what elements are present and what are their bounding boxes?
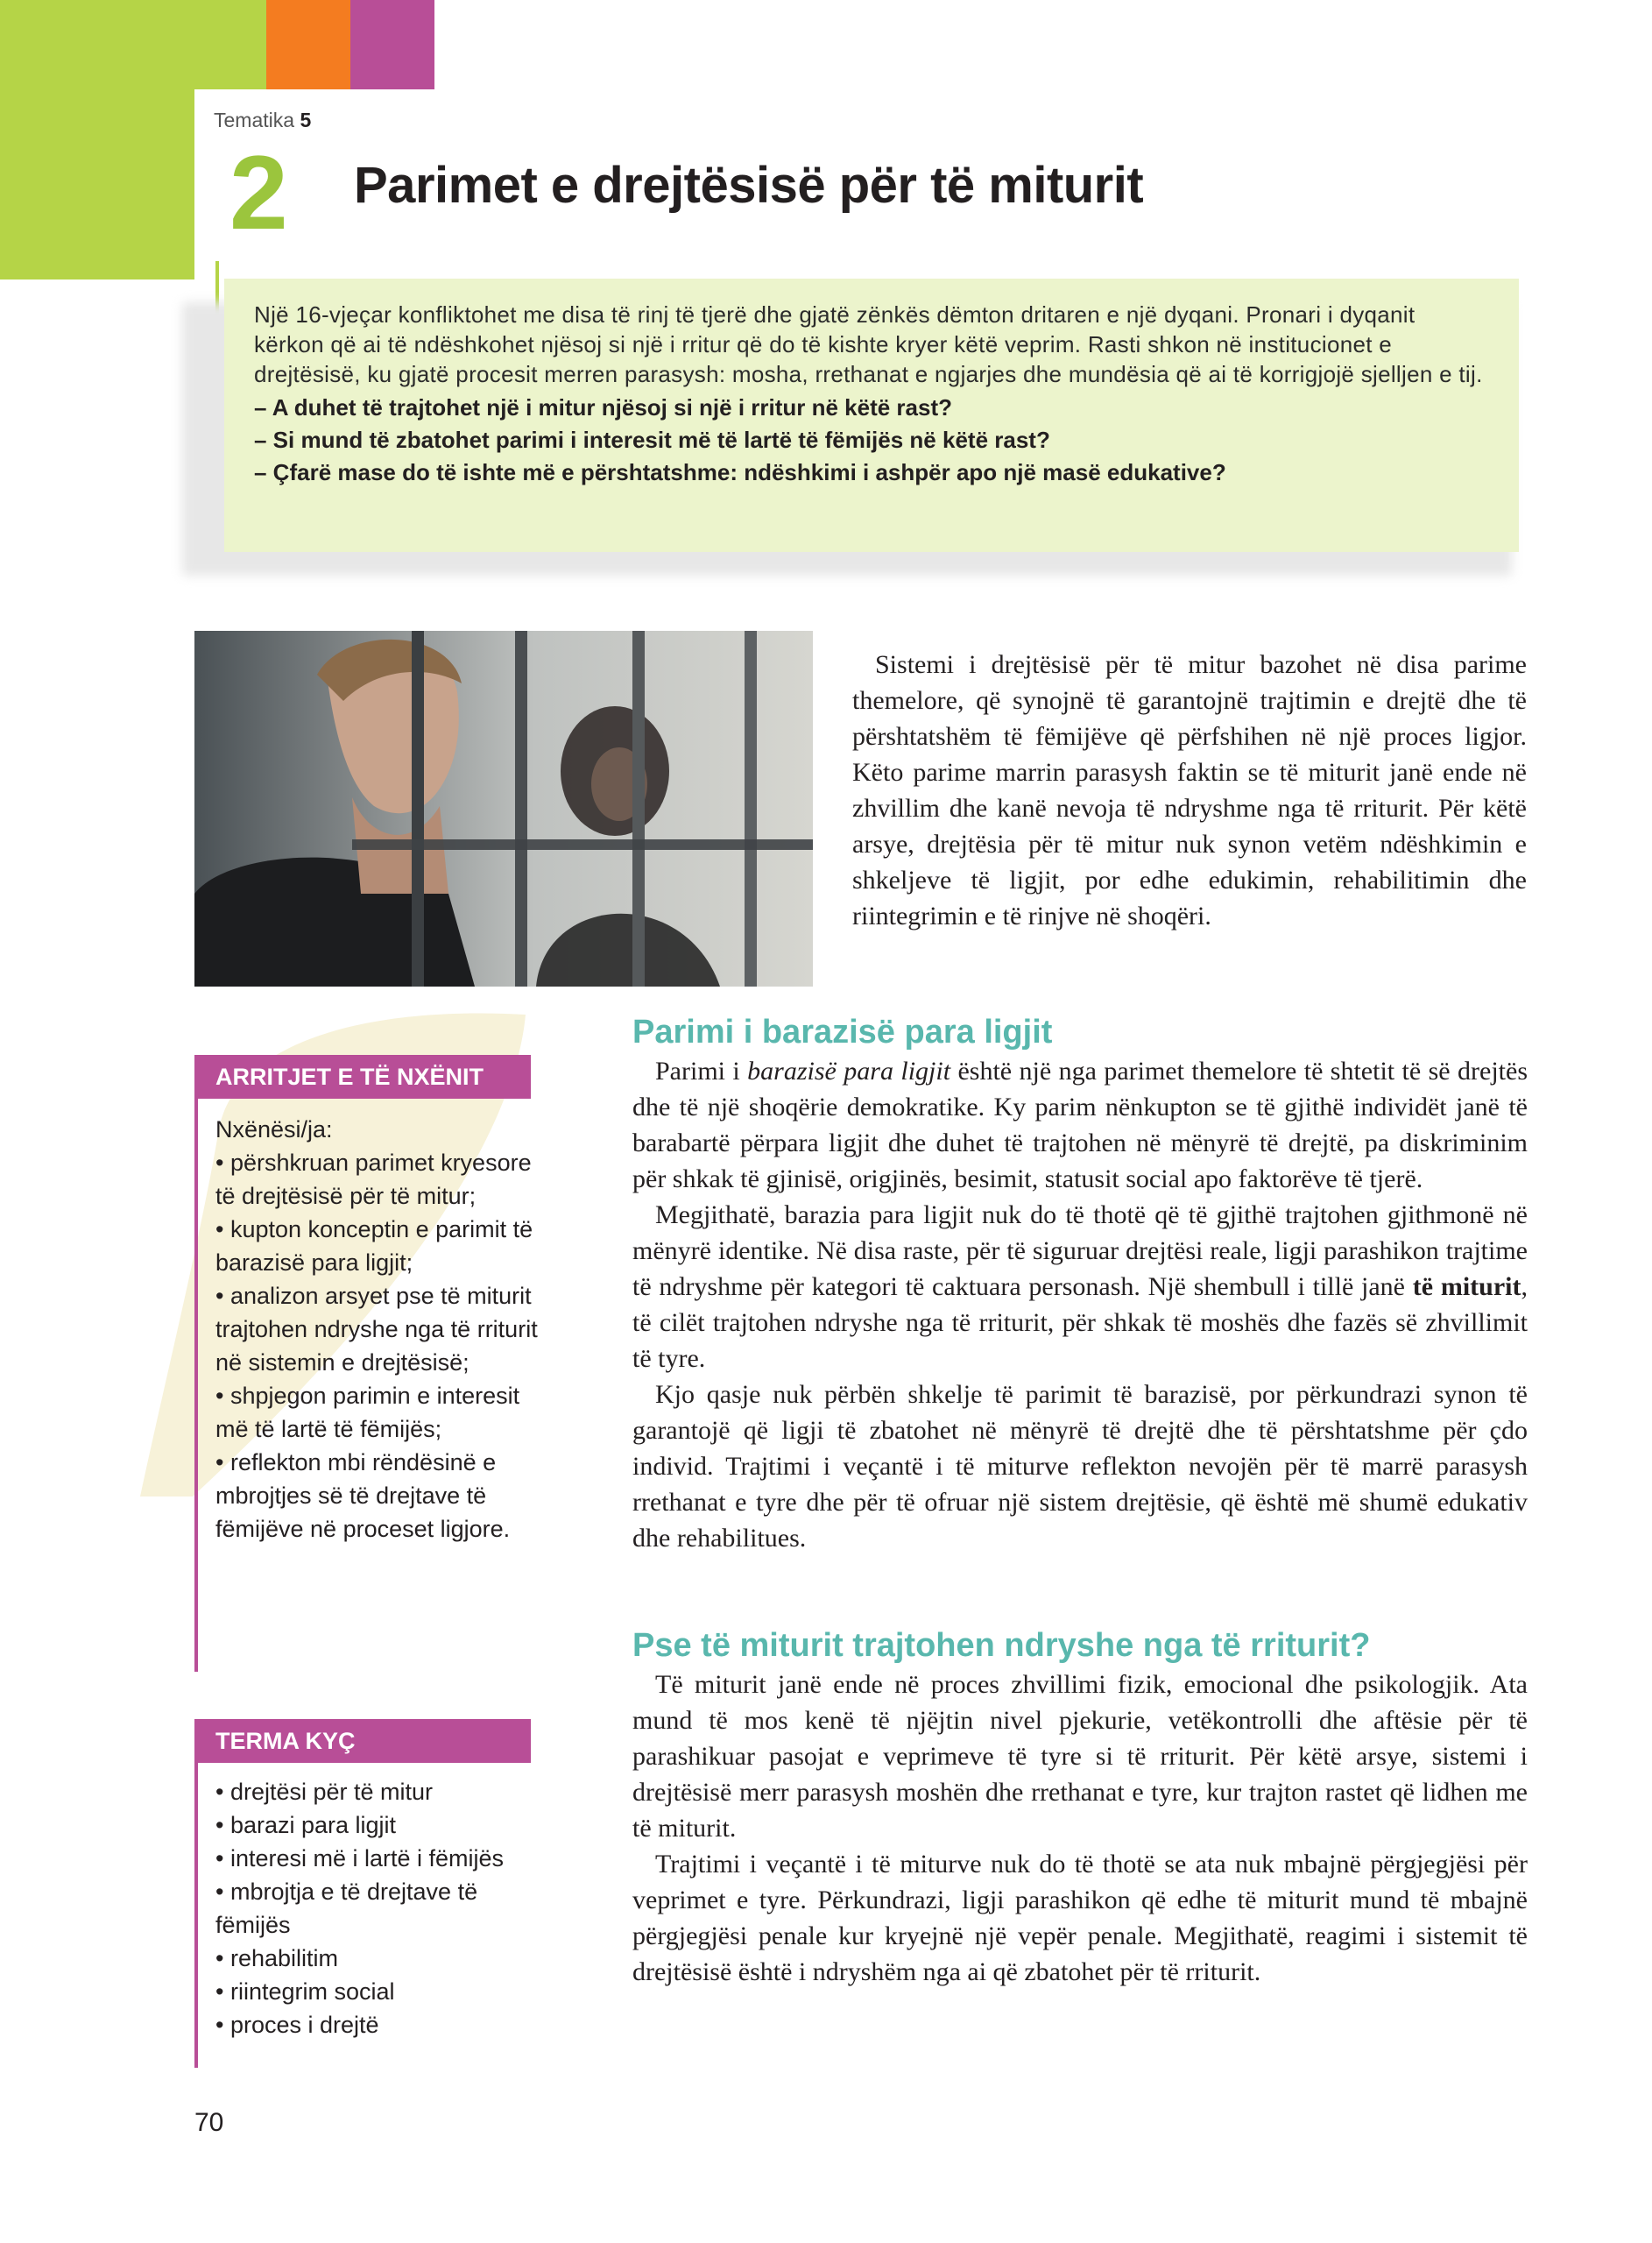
key-term: • barazi para ligjit: [215, 1812, 397, 1838]
italic-term: barazisë para ligjit: [747, 1057, 951, 1086]
key-terms-heading: TERMA KYÇ: [194, 1719, 531, 1763]
paragraph: [632, 1197, 1528, 1376]
objectives-heading: ARRITJET E TË NXËNIT: [194, 1055, 531, 1099]
scenario-text: Një 16-vjeçar konfliktohet me disa të rinj të tjerë dhe gjatë zënkës dëmton dritaren e një dyqani. Pronari i dyqanit kërkon që ai të ndëshkohet njësoj si një i rritur që do të kishte kryer këtë veprim. Rasti shkon në institucionet e drejtësisë, ku gjatë procesit merren parasysh: mosha, rrethanat e ngjarjes dhe mundësia që ai të korrigjojë sjelljen e tij.: [254, 301, 1483, 387]
text-run: është një nga parimet themelore të shtetit të së drejtës dhe të një shoqërie demokratike. Ky parim nënkupton se të gjithë individët janë të barabartë përpara ligjit dhe duhet të trajtohen në mënyrë të drejtë, pa diskriminim për shkak të gjinisë, origjinës, besimit, statusit social apo faktorëve të tjerë.: [632, 1057, 1528, 1193]
decor-green-strip: [194, 0, 266, 89]
section-heading-minors: Pse të miturit trajtohen ndryshe nga të rriturit?: [632, 1627, 1371, 1664]
key-term: • interesi më i lartë i fëmijës: [215, 1845, 505, 1872]
key-term: • drejtësi për të mitur: [215, 1779, 434, 1805]
key-term: • mbrojtja e të drejtave të fëmijës: [215, 1879, 478, 1938]
intro-paragraph: Sistemi i drejtësisë për të mitur bazohet në disa parime themelore, që synojnë të garantojnë trajtimin e drejtë dhe të përshtatshëm të fëmijëve që përfshihen në një proces ligjor. Këto parime marrin parasysh faktin se të miturit janë ende në zhvillim dhe kanë nevoja të ndryshme nga të rriturit. Për këtë arsye, drejtësia për të mitur nuk synon vetëm ndëshkimin e shkeljeve të ligjit, por edhe edukimin, rehabilitimin dhe riintegrimin e të rinjve në shoqëri.: [852, 650, 1527, 930]
bold-term: të miturit: [1412, 1272, 1521, 1301]
objective-item: • përshkruan parimet kryesore të drejtësisë për të mitur;: [215, 1150, 532, 1209]
paragraph: Trajtimi i veçantë i të miturve nuk do të thotë se ata nuk mbajnë përgjegjësi për veprimet e tyre. Përkundrazi, ligji parashikon që edhe të miturit mund të mbajnë përgjegjësi penale kur kryejnë një vepër penale. Megjithatë, reagimi i sistemit të drejtësisë është i ndryshëm nga ai që zbatohet për të rriturit.: [632, 1850, 1528, 1986]
page-title: Parimet e drejtësisë për të miturit: [354, 157, 1144, 214]
section-body-minors: [632, 1666, 1528, 1990]
decor-green-block: [0, 0, 194, 279]
scenario-question: – A duhet të trajtohet një i mitur njësoj si një i rritur në këtë rast?: [254, 394, 953, 421]
key-term: • rehabilitim: [215, 1945, 338, 1971]
chapter-number: 5: [300, 109, 312, 131]
text-run: Megjithatë, barazia para ligjit nuk do të thotë që të gjithë trajtohen gjithmonë në mënyrë identike. Në disa raste, për të siguruar drejtësi reale, ligji parashikon trajtime të ndryshme për kategori të caktuara personash. Një shembull i tillë janë: [632, 1200, 1528, 1301]
page-number: 70: [194, 2108, 224, 2137]
objective-item: • shpjegon parimin e interesit më të lartë të fëmijës;: [215, 1383, 520, 1442]
paragraph: Të miturit janë ende në proces zhvillimi fizik, emocional dhe psikologjik. Ata mund të mos kenë të njëjtin nivel pjekurie, vetëkontrolli dhe aftësie për të parashikuar pasojat e veprimeve të tyre si të rriturit. Për këtë arsye, sistemi i drejtësisë merr parasysh moshën dhe rrethanat e tyre, kur trajton rastet që lidhen me të miturit.: [632, 1670, 1528, 1843]
paragraph: Kjo qasje nuk përbën shkelje të parimit të barazisë, por përkundrazi synon të garantojë që ligji të zbatohet në mënyrë të drejtë dhe të përshtatshme për çdo individ. Trajtimi i veçantë i të miturve reflekton nevojën për të marrë parasysh rrethanat e tyre dhe për të ofruar një sistem drejtësie, që është më shumë edukativ dhe rehabilitues.: [632, 1380, 1528, 1553]
chapter-label-text: Tematika: [214, 109, 295, 131]
objective-item: • reflekton mbi rëndësinë e mbrojtjes së të drejtave të fëmijëve në proceset ligjore.: [215, 1449, 511, 1542]
paragraph: [632, 1053, 1528, 1197]
key-terms-list: [215, 1775, 540, 2041]
scenario-question: – Si mund të zbatohet parimi i interesit më të lartë të fëmijës në këtë rast?: [254, 427, 1050, 453]
scenario-questions: [254, 392, 1484, 489]
lesson-number: 2: [229, 134, 288, 251]
objectives-intro: Nxënësi/ja:: [215, 1116, 333, 1143]
photo-illustration: [194, 631, 813, 987]
text-run: , të cilët trajtohen ndryshe nga të rriturit, për shkak të moshës dhe fazës së zhvillimit të tyre.: [632, 1272, 1528, 1373]
key-term: • riintegrim social: [215, 1978, 395, 2005]
section-heading-equality: Parimi i barazisë para ligjit: [632, 1014, 1053, 1051]
decor-magenta-block: [350, 0, 434, 89]
chapter-label: [214, 109, 311, 132]
scenario-box: [224, 279, 1519, 552]
text-run: Parimi i: [655, 1057, 748, 1086]
objectives-list: [215, 1113, 540, 1546]
scenario-question: – Çfarë mase do të ishte më e përshtatshme: ndëshkimi i ashpër apo një masë edukative?: [254, 459, 1226, 485]
objectives-rule: [194, 1099, 198, 1672]
key-terms-rule: [194, 1763, 198, 2068]
section-body-equality: [632, 1053, 1528, 1556]
key-term: • proces i drejtë: [215, 2012, 379, 2038]
photo-teen-behind-bars: [194, 631, 813, 987]
objective-item: • analizon arsyet pse të miturit trajtohen ndryshe nga të rriturit në sistemin e drejtësisë;: [215, 1283, 538, 1376]
decor-orange-block: [266, 0, 350, 89]
objective-item: • kupton konceptin e parimit të barazisë para ligjit;: [215, 1216, 533, 1276]
